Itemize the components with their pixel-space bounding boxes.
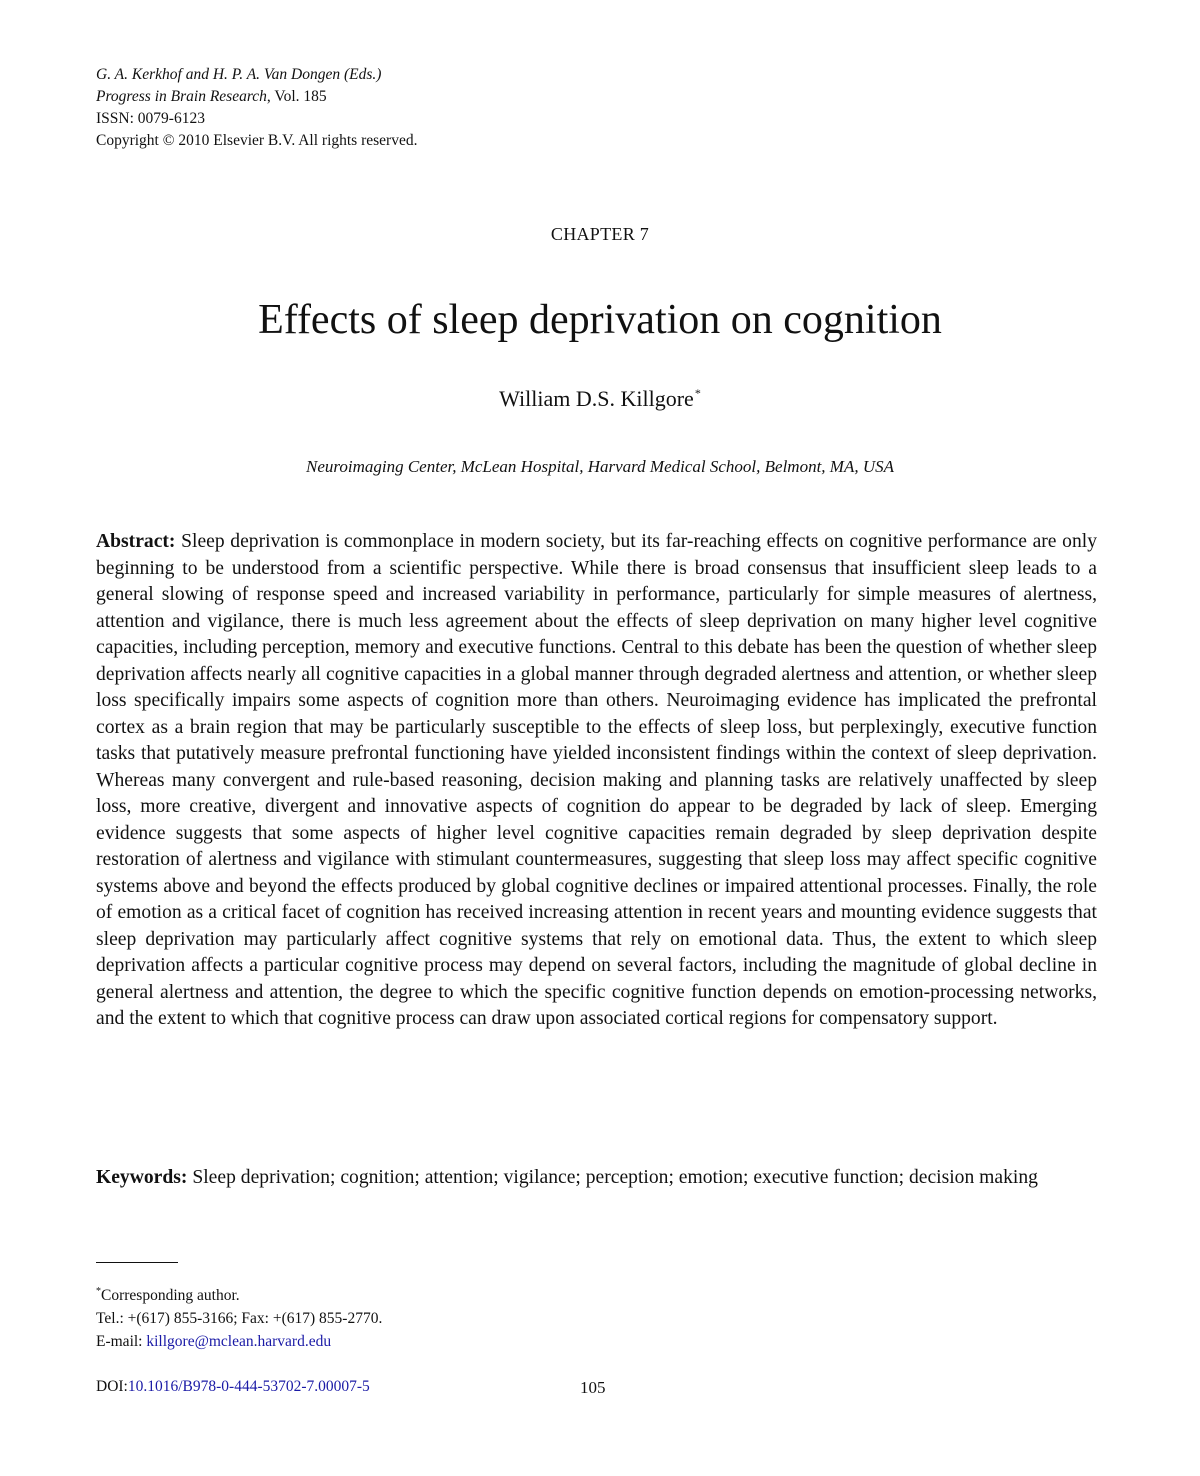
page-number: 105 [580,1378,606,1397]
footnote-email-line [96,1330,382,1353]
paper-title: Effects of sleep deprivation on cognition [258,297,942,343]
author-footnote-mark[interactable]: * [694,386,701,400]
doi-label: DOI: [96,1378,128,1395]
keywords-block [96,1164,1097,1191]
footnote-divider [96,1262,178,1263]
journal-volume: , Vol. 185 [266,88,327,105]
affiliation: Neuroimaging Center, McLean Hospital, Harvard Medical School, Belmont, MA, USA [306,457,894,476]
journal-name: Progress in Brain Research [96,88,267,105]
journal-line [96,86,417,108]
doi-link[interactable]: 10.1016/B978-0-444-53702-7.00007-5 [127,1378,370,1395]
footnote-mark: * [96,1286,101,1297]
abstract-block [96,529,1097,1033]
corresponding-text: Corresponding author. [101,1287,240,1304]
abstract-label: Abstract: [96,531,176,552]
doi-line [96,1378,370,1396]
abstract-text: Sleep deprivation is commonplace in modern society, but its far-reaching effects on cognitive performance are only beginning to be understood from a scientific perspective. While there is broad consensus that insufficient sleep leads to a general slowing of response speed and increased variability in performance, particularly for simple measures of alertness, attention and vigilance, there is much less agreement about the effects of sleep deprivation on many higher level cognitive capacities, including perception, memory and executive functions. Central to this debate has been the question of whether sleep deprivation affects nearly all cognitive capacities in a global manner through degraded alertness and attention, or whether sleep loss specifically impairs some aspects of cognition more than others. Neuroimaging evidence has implicated the prefrontal cortex as a brain region that may be particularly susceptible to the effects of sleep loss, but perplexingly, executive function tasks that putatively measure prefrontal functioning have yielded inconsistent findings within the context of sleep deprivation. Whereas many convergent and rule-based reasoning, decision making and planning tasks are relatively unaffected by sleep loss, more creative, divergent and innovative aspects of cognition do appear to be degraded by lack of sleep. Emerging evidence suggests that some aspects of higher level cognitive capacities remain degraded by sleep deprivation despite restoration of alertness and vigilance with stimulant countermeasures, suggesting that sleep loss may affect specific cognitive systems above and beyond the effects produced by global cognitive declines or impaired attentional processes. Finally, the role of emotion as a critical facet of cognition has received increasing attention in recent years and mounting evidence suggests that sleep deprivation may particularly affect cognitive systems that rely on emotional data. Thus, the extent to which sleep deprivation affects a particular cognitive process may depend on several factors, including the magnitude of global decline in general alertness and attention, the degree to which the specific cognitive function depends on emotion-processing networks, and the extent to which that cognitive process can draw upon associated cortical regions for compensatory support. [96,531,1097,1029]
editors-line: G. A. Kerkhof and H. P. A. Van Dongen (Eds.) [96,66,382,83]
author-name: William D.S. Killgore [499,386,694,411]
keywords-text: Sleep deprivation; cognition; attention; vigilance; perception; emotion; executive function; decision making [192,1167,1038,1188]
copyright-line: Copyright © 2010 Elsevier B.V. All rights reserved. [96,132,418,149]
footnote-corresponding [96,1280,382,1307]
chapter-label: CHAPTER 7 [550,224,650,244]
book-header [96,64,417,152]
email-link[interactable]: killgore@mclean.harvard.edu [146,1333,332,1350]
issn-line: ISSN: 0079-6123 [96,110,205,127]
keywords-label: Keywords: [96,1167,188,1188]
footnote-block [96,1280,382,1353]
author-line [0,386,1200,412]
footnote-phone: Tel.: +(617) 855-3166; Fax: +(617) 855-2770. [96,1310,383,1327]
email-label: E-mail: [96,1333,147,1350]
